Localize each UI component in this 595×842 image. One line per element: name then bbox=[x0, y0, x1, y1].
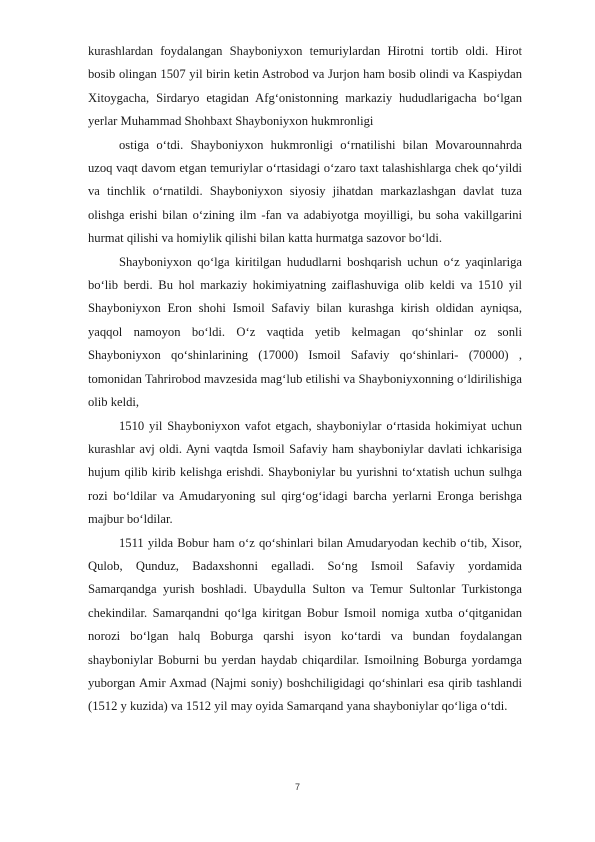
paragraph-5: 1511 yilda Bobur ham o‘z qo‘shinlari bilan Amudaryodan kechib o‘tib, Xisor, Qulob, Qunduz, Badaxshonni egalladi. So‘ng Ismoil Safaviy yordamida Samarqandga yurish boshladi. Ubaydulla Sulton va Temur Sultonlar Turkistonga chekindilar. Samarqandni qo‘lga kiritgan Bobur Ismoil nomiga xutba o‘qitganidan norozi bo‘lgan halq Boburga qarshi isyon ko‘tardi va bundan foydalangan shayboniylar Boburni bu yerdan haydab chiqardilar. Ismoilning Boburga yordamga yuborgan Amir Axmad (Najmi soniy) boshchiligidagi qo‘shinlari esa qirib tashlandi (1512 y kuzida) va 1512 yil may oyida Samarqand yana shayboniylar qo‘liga o‘tdi. bbox=[88, 535, 522, 714]
page-number: 7 bbox=[294, 782, 300, 792]
paragraph-4: 1510 yil Shayboniyxon vafot etgach, shayboniylar o‘rtasida hokimiyat uchun kurashlar avj oldi. Ayni vaqtda Ismoil Safaviy ham shayboniylar davlati ichkarisiga hujum qilib kirib kelishga erishdi. Shayboniylar bu yurishni to‘xtatish uchun sulhga rozi bo‘ldilar va Amudaryoning sul qirg‘og‘idagi barcha yerlarni Eronga berishga majbur bo‘ldilar. bbox=[88, 418, 522, 527]
paragraph-3: Shayboniyxon qo‘lga kiritilgan hududlarni boshqarish uchun o‘z yaqinlariga bo‘lib berdi. Bu hol markaziy hokimiyatning zaiflashuviga olib keldi va 1510 yil Shayboniyxon Eron shohi Ismoil Safaviy bilan kurashga kirish oldidan ayniqsa, yaqqol namoyon bo‘ldi. O‘z vaqtida yetib kelmagan qo‘shinlar oz sonli Shayboniyxon qo‘shinlarining (17000) Ismoil Safaviy qo‘shinlari- (70000) , tomonidan Tahrirobod mavzesida mag‘lub etilishi va Shayboniyxonning o‘ldirilishiga olib keldi, bbox=[88, 254, 522, 410]
paragraph-2: ostiga o‘tdi. Shayboniyxon hukmronligi o‘rnatilishi bilan Movarounnahrda uzoq vaqt davom etgan temuriylar o‘rtasidagi o‘zaro taxt talashishlarga chek qo‘yildi va tinchlik o‘rnatildi. Shayboniyxon siyosiy jihatdan markazlashgan davlat tuza olishga erishi bilan o‘zining ilm -fan va adabiyotga moyilligi, bu soha vakillgarini hurmat qilishi va homiylik qilishi bilan katta hurmatga sazovor bo‘ldi. bbox=[88, 137, 522, 246]
paragraph-1: kurashlardan foydalangan Shayboniyxon temuriylardan Hirotni tortib oldi. Hirot bosib olingan 1507 yil birin ketin Astrobod va Jurjon ham bosib olindi va Kaspiydan Xitoygacha, Sirdaryo etagidan Afg‘onistonning markaziy hududlarigacha bo‘lgan yerlar Muhammad Shohbaxt Shayboniyxon hukmronligi bbox=[88, 44, 522, 129]
body-text bbox=[88, 40, 522, 719]
